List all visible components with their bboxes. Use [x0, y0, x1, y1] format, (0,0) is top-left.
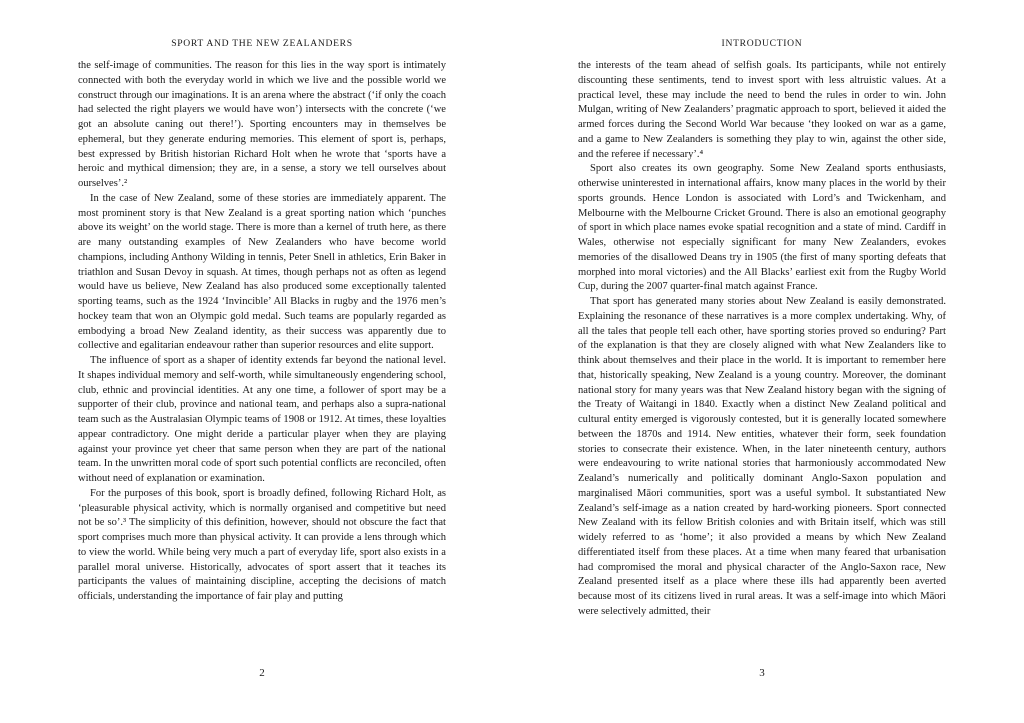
paragraph: the self-image of communities. The reason for this lies in the way sport is intimately connected with both the everyday world in which we live and the possible world we construct through our imaginations. It is an arena where the abstract (‘if only the coach had selected the right players we would have won’) intersects with the concrete (‘we got an absolute caning out there!’). Sporting encounters may in themselves be ephemeral, but they generate enduring memories. This element of sport is, perhaps, best expressed by British historian Richard Holt when he wrote that ‘sports have a heroic and mythical dimension; they are, in a sense, a story we tell ourselves about ourselves’.² [78, 60, 446, 189]
running-head: SPORT AND THE NEW ZEALANDERS [171, 38, 353, 49]
running-head: INTRODUCTION [721, 38, 803, 49]
body-text [78, 59, 446, 605]
page-number: 2 [259, 667, 265, 679]
paragraph: Sport also creates its own geography. Some New Zealand sports enthusiasts, otherwise uninterested in international affairs, know many places in the world by their sports grounds. Hence London is associated with Lord’s and Twickenham, and Melbourne with the Melbourne Cricket Ground. There is also an emotional geography of sport in which place names evoke spatial recognition and a state of mind. Cardiff in Wales, otherwise not especially significant for many New Zealanders, evokes memories of the disallowed Deans try in 1905 (the first of many sporting defeats that morphed into moral victories) and the All Blacks’ earliest exit from the Rugby World Cup, during the 2007 quarter-final match against France. [578, 163, 946, 293]
right-page [578, 0, 946, 723]
page-number: 3 [759, 667, 765, 679]
paragraph: That sport has generated many stories about New Zealand is easily demonstrated. Explaining the resonance of these narratives is a more complex undertaking. Why, of all the tales that people tell each other, have sporting stories proved so enduring? Part of the explanation is that they are closely aligned with what New Zealanders like to think about themselves and their place in the world. It is important to remember here that, historically speaking, New Zealand is a young country. Moreover, the dominant national story for many years was that New Zealand history began with the signing of the Treaty of Waitangi in 1840. Exactly when a distinct New Zealand political and cultural entity emerged is vigorously contested, but it is generally located somewhere between the 1870s and 1914. New entities, whatever their form, seek foundation stories to consecrate their existence. When, in the later nineteenth century, authors were endeavouring to write national stories that harmoniously accommodated New Zealand’s numerically and politically dominant Anglo-Saxon population and marginalised Māori communities, sport was a useful symbol. It substantiated New Zealand’s self-image as a nation created by hard-working pioneers. Sport connected New Zealand with its fellow British colonies and with Britain itself, which was still widely referred to as ‘home’; it also provided a means by which New Zealand differentiated itself from these places. At a time when many feared that urbanisation had compromised the moral and physical character of the Anglo-Saxon race, New Zealand presented itself as a place where these ills had apparently been averted because most of its citizens lived in rural areas. It was a self-image into which Māori were selectively admitted, their [578, 296, 946, 617]
left-page [78, 0, 446, 723]
paragraph: For the purposes of this book, sport is broadly defined, following Richard Holt, as ‘pleasurable physical activity, which is normally organised and competitive but need not be so’.³ The simplicity of this definition, however, should not obscure the fact that sport comprises much more than physical activity. It can provide a lens through which to view the world. While being very much a part of everyday life, sport also exists in a parallel moral universe. Historically, advocates of sport assert that it teaches its participants the values of maintaining discipline, accepting the decisions of match officials, understanding the importance of fair play and putting [78, 487, 446, 602]
paragraph: In the case of New Zealand, some of these stories are immediately apparent. The most prominent story is that New Zealand is a great sporting nation which ‘punches above its weight’ on the world stage. There is more than a kernel of truth here, as there are many outstanding examples of New Zealanders who have become world champions, including Anthony Wilding in tennis, Peter Snell in athletics, Erin Baker in triathlon and Susan Devoy in squash. At times, though perhaps not as often as legend would have us believe, New Zealand has also produced some exceptionally talented sporting teams, such as the 1924 ‘Invincible’ All Blacks in rugby and the 1976 men’s hockey team that won an Olympic gold medal. Such teams are popularly regarded as embodying a broad New Zealand identity, as their success was apparently due to collective and egalitarian endeavour rather than superior resources and elite support. [78, 192, 446, 352]
paragraph: the interests of the team ahead of selfish goals. Its participants, while not entirely discounting these sentiments, tend to invest sport with less altruistic values. At a practical level, these may include the need to bend the rules in order to win. John Mulgan, writing of New Zealanders’ pragmatic approach to sport, believed it aided the armed forces during the Second World War because ‘they looked on war as a game, and a game to New Zealanders is something they play to win, against the other side, and the referee if necessary’.⁴ [578, 60, 946, 160]
paragraph: The influence of sport as a shaper of identity extends far beyond the national level. It shapes individual memory and self-worth, while simultaneously engendering school, club, ethnic and provincial identities. At any one time, a follower of sport may be a supporter of their club, province and national team, and perhaps also a supra-national team such as the Australasian Olympic teams of 1908 or 1912. At times, these loyalties appear contradictory. One might deride a particular player when they are playing against your province yet cheer that same person when they are part of the national team. In the unwritten moral code of sport such potential conflicts are reconciled, often without need of explanation or examination. [78, 355, 446, 484]
body-text [578, 59, 946, 620]
